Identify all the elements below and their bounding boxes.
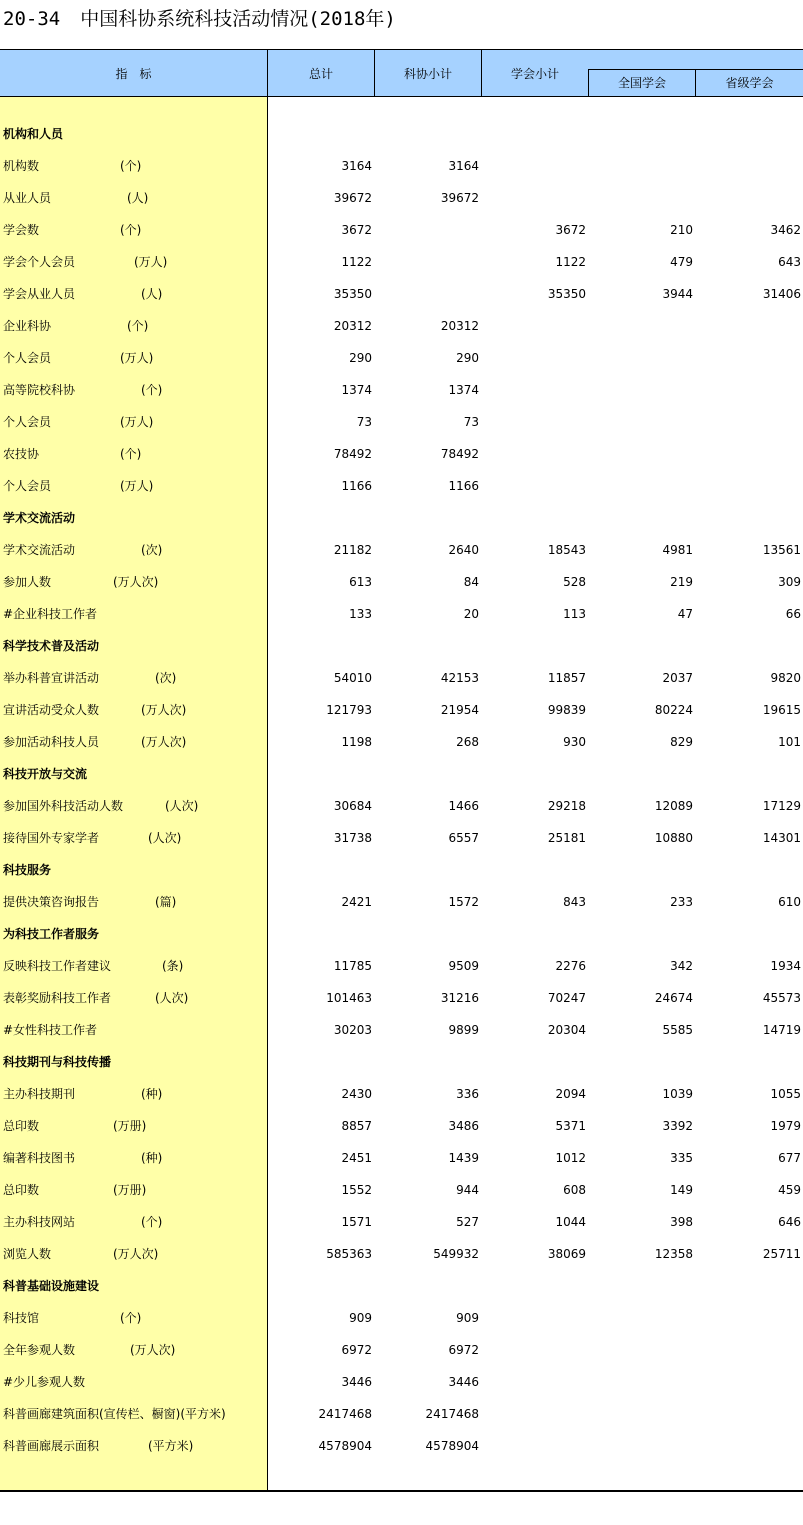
- value-society-subtotal: 11857: [547, 671, 586, 685]
- value-society-subtotal: 5371: [555, 1119, 586, 1133]
- value-society-subtotal: 20304: [547, 1023, 586, 1037]
- table-row: [0, 822, 803, 854]
- section-title: 科技开放与交流: [3, 767, 88, 781]
- value-provincial-society: 66: [785, 607, 801, 621]
- value-national-society: 398: [670, 1215, 693, 1229]
- value-total: 39672: [333, 191, 372, 205]
- indicator-name: 科普画廊建筑面积(宣传栏、橱窗)(平方米): [3, 1407, 226, 1421]
- indicator-name: 农技协: [3, 447, 40, 461]
- section-title: 科学技术普及活动: [3, 639, 100, 653]
- value-provincial-society: 25711: [762, 1247, 801, 1261]
- value-cast-subtotal: 1572: [448, 895, 479, 909]
- value-cast-subtotal: 4578904: [425, 1439, 479, 1453]
- value-national-society: 1039: [662, 1087, 693, 1101]
- value-cast-subtotal: 1166: [448, 479, 479, 493]
- indicator-name: 学会数: [3, 223, 40, 237]
- value-total: 11785: [333, 959, 372, 973]
- value-total: 290: [349, 351, 372, 365]
- indicator-name: 宣讲活动受众人数: [3, 703, 100, 717]
- header-divider-national: [588, 69, 589, 97]
- value-total: 21182: [333, 543, 372, 557]
- value-provincial-society: 1979: [770, 1119, 801, 1133]
- value-total: 613: [349, 575, 372, 589]
- value-society-subtotal: 3672: [555, 223, 586, 237]
- value-total: 1374: [341, 383, 372, 397]
- value-provincial-society: 19615: [762, 703, 801, 717]
- header-divider-cast: [481, 50, 482, 97]
- table-row: [0, 246, 803, 278]
- value-total: 1198: [341, 735, 372, 749]
- indicator-name: 全年参观人数: [3, 1343, 76, 1357]
- value-cast-subtotal: 9509: [448, 959, 479, 973]
- section-header-row: [0, 1046, 803, 1078]
- value-cast-subtotal: 6557: [448, 831, 479, 845]
- value-national-society: 12358: [654, 1247, 693, 1261]
- indicator-name: 总印数: [3, 1183, 40, 1197]
- table-row: [0, 982, 803, 1014]
- section-header-row: [0, 118, 803, 150]
- indicator-name: 科技馆: [3, 1311, 40, 1325]
- value-society-subtotal: 70247: [547, 991, 586, 1005]
- value-total: 31738: [333, 831, 372, 845]
- indicator-name: 表彰奖励科技工作者: [3, 991, 112, 1005]
- section-header-row: [0, 630, 803, 662]
- value-cast-subtotal: 20312: [440, 319, 479, 333]
- indicator-unit: (万人): [120, 415, 154, 429]
- value-cast-subtotal: 527: [456, 1215, 479, 1229]
- value-total: 54010: [333, 671, 372, 685]
- value-provincial-society: 3462: [770, 223, 801, 237]
- table-row: [0, 150, 803, 182]
- value-society-subtotal: 608: [563, 1183, 586, 1197]
- value-provincial-society: 9820: [770, 671, 801, 685]
- value-national-society: 149: [670, 1183, 693, 1197]
- indicator-unit: (万册): [113, 1183, 147, 1197]
- value-provincial-society: 610: [778, 895, 801, 909]
- value-society-subtotal: 99839: [547, 703, 586, 717]
- indicator-name: 参加活动科技人员: [3, 735, 100, 749]
- indicator-name: 反映科技工作者建议: [3, 959, 112, 973]
- table-row: [0, 534, 803, 566]
- value-cast-subtotal: 3446: [448, 1375, 479, 1389]
- bottom-rule: [0, 1490, 803, 1492]
- table-title: [3, 4, 396, 34]
- table-row: [0, 1334, 803, 1366]
- value-total: 3164: [341, 159, 372, 173]
- value-national-society: 24674: [654, 991, 693, 1005]
- value-total: 2417468: [318, 1407, 372, 1421]
- header-cast-subtotal: 科协小计: [403, 67, 452, 81]
- value-total: 101463: [326, 991, 372, 1005]
- table-row: [0, 278, 803, 310]
- value-total: 2421: [341, 895, 372, 909]
- value-society-subtotal: 1122: [555, 255, 586, 269]
- table-title-text: 中国科协系统科技活动情况(2018年): [80, 8, 396, 30]
- value-cast-subtotal: 3164: [448, 159, 479, 173]
- table-row: [0, 342, 803, 374]
- table-row: [0, 438, 803, 470]
- indicator-name: 科普画廊展示面积: [3, 1439, 100, 1453]
- indicator-name: 个人会员: [3, 415, 52, 429]
- table-row: [0, 886, 803, 918]
- indicator-unit: (次): [141, 543, 163, 557]
- indicator-unit: (种): [141, 1151, 163, 1165]
- value-national-society: 829: [670, 735, 693, 749]
- indicator-unit: (人次): [165, 799, 199, 813]
- value-cast-subtotal: 3486: [448, 1119, 479, 1133]
- value-provincial-society: 1934: [770, 959, 801, 973]
- section-title: 机构和人员: [3, 127, 64, 141]
- value-cast-subtotal: 268: [456, 735, 479, 749]
- value-total: 1122: [341, 255, 372, 269]
- value-total: 1166: [341, 479, 372, 493]
- section-title: 科普基础设施建设: [3, 1279, 100, 1293]
- value-total: 20312: [333, 319, 372, 333]
- value-cast-subtotal: 290: [456, 351, 479, 365]
- value-provincial-society: 643: [778, 255, 801, 269]
- value-provincial-society: 677: [778, 1151, 801, 1165]
- value-cast-subtotal: 21954: [440, 703, 479, 717]
- value-provincial-society: 14301: [762, 831, 801, 845]
- table-row: [0, 1430, 803, 1462]
- table-row: [0, 1014, 803, 1046]
- indicator-name: 主办科技网站: [3, 1215, 76, 1229]
- indicator-name: 个人会员: [3, 351, 52, 365]
- value-national-society: 210: [670, 223, 693, 237]
- value-provincial-society: 646: [778, 1215, 801, 1229]
- indicator-name: 浏览人数: [3, 1247, 52, 1261]
- indicator-name: 学术交流活动: [3, 543, 76, 557]
- header-society-subtotal: 学会小计: [510, 67, 559, 81]
- table-body: [0, 118, 803, 1462]
- indicator-name: 机构数: [3, 159, 40, 173]
- indicator-name: #少儿参观人数: [3, 1375, 86, 1389]
- value-provincial-society: 309: [778, 575, 801, 589]
- indicator-unit: (条): [162, 959, 184, 973]
- value-society-subtotal: 18543: [547, 543, 586, 557]
- indicator-name: 学会个人会员: [3, 255, 76, 269]
- indicator-unit: (篇): [155, 895, 177, 909]
- indicator-name: 企业科协: [3, 319, 52, 333]
- indicator-name: 举办科普宣讲活动: [3, 671, 100, 685]
- value-national-society: 12089: [654, 799, 693, 813]
- value-cast-subtotal: 84: [463, 575, 479, 589]
- value-society-subtotal: 35350: [547, 287, 586, 301]
- value-total: 1571: [341, 1215, 372, 1229]
- value-national-society: 2037: [662, 671, 693, 685]
- header-total: 总计: [308, 67, 333, 81]
- table-row: [0, 1110, 803, 1142]
- indicator-unit: (万人): [120, 479, 154, 493]
- value-total: 3446: [341, 1375, 372, 1389]
- value-national-society: 47: [677, 607, 693, 621]
- value-provincial-society: 14719: [762, 1023, 801, 1037]
- indicator-unit: (万人次): [113, 1247, 159, 1261]
- indicator-unit: (个): [120, 159, 142, 173]
- section-header-row: [0, 918, 803, 950]
- value-cast-subtotal: 1374: [448, 383, 479, 397]
- value-society-subtotal: 843: [563, 895, 586, 909]
- value-national-society: 10880: [654, 831, 693, 845]
- value-cast-subtotal: 42153: [440, 671, 479, 685]
- value-total: 30203: [333, 1023, 372, 1037]
- value-national-society: 3392: [662, 1119, 693, 1133]
- value-provincial-society: 13561: [762, 543, 801, 557]
- table-row: [0, 470, 803, 502]
- indicator-unit: (个): [127, 319, 149, 333]
- table-row: [0, 950, 803, 982]
- table-row: [0, 1174, 803, 1206]
- indicator-unit: (平方米): [148, 1439, 194, 1453]
- value-provincial-society: 1055: [770, 1087, 801, 1101]
- value-cast-subtotal: 78492: [440, 447, 479, 461]
- indicator-unit: (人): [141, 287, 163, 301]
- indicator-unit: (万人次): [113, 575, 159, 589]
- value-total: 1552: [341, 1183, 372, 1197]
- value-society-subtotal: 113: [563, 607, 586, 621]
- header-divider-provincial: [695, 69, 696, 97]
- table-row: [0, 214, 803, 246]
- table-row: [0, 790, 803, 822]
- value-society-subtotal: 1044: [555, 1215, 586, 1229]
- table-row: [0, 662, 803, 694]
- indicator-name: 编著科技图书: [3, 1151, 76, 1165]
- indicator-unit: (万人次): [141, 703, 187, 717]
- indicator-unit: (种): [141, 1087, 163, 1101]
- table-row: [0, 1302, 803, 1334]
- section-title: 科技期刊与科技传播: [3, 1055, 112, 1069]
- table-row: [0, 182, 803, 214]
- indicator-name: 参加人数: [3, 575, 52, 589]
- value-cast-subtotal: 1466: [448, 799, 479, 813]
- indicator-unit: (个): [120, 223, 142, 237]
- indicator-unit: (个): [141, 1215, 163, 1229]
- indicator-name: 总印数: [3, 1119, 40, 1133]
- indicator-unit: (人): [127, 191, 149, 205]
- indicator-name: 提供决策咨询报告: [3, 895, 100, 909]
- indicator-unit: (万人): [134, 255, 168, 269]
- value-total: 30684: [333, 799, 372, 813]
- value-society-subtotal: 38069: [547, 1247, 586, 1261]
- indicator-unit: (次): [155, 671, 177, 685]
- value-national-society: 233: [670, 895, 693, 909]
- value-cast-subtotal: 2417468: [425, 1407, 479, 1421]
- indicator-name: 参加国外科技活动人数: [3, 799, 124, 813]
- value-provincial-society: 31406: [762, 287, 801, 301]
- value-society-subtotal: 25181: [547, 831, 586, 845]
- indicator-unit: (人次): [155, 991, 189, 1005]
- value-cast-subtotal: 31216: [440, 991, 479, 1005]
- value-provincial-society: 459: [778, 1183, 801, 1197]
- indicator-unit: (万人次): [141, 735, 187, 749]
- value-total: 78492: [333, 447, 372, 461]
- header-subdivider: [589, 69, 803, 70]
- table-row: [0, 374, 803, 406]
- section-title: 学术交流活动: [3, 511, 76, 525]
- indicator-name: #女性科技工作者: [3, 1023, 98, 1037]
- value-cast-subtotal: 336: [456, 1087, 479, 1101]
- value-national-society: 80224: [654, 703, 693, 717]
- table-row: [0, 310, 803, 342]
- value-national-society: 5585: [662, 1023, 693, 1037]
- header-provincial-society: 省级学会: [725, 76, 774, 90]
- value-cast-subtotal: 2640: [448, 543, 479, 557]
- value-total: 2451: [341, 1151, 372, 1165]
- table-row: [0, 1142, 803, 1174]
- value-provincial-society: 101: [778, 735, 801, 749]
- value-total: 909: [349, 1311, 372, 1325]
- value-total: 4578904: [318, 1439, 372, 1453]
- indicator-unit: (万册): [113, 1119, 147, 1133]
- value-total: 8857: [341, 1119, 372, 1133]
- value-cast-subtotal: 73: [463, 415, 479, 429]
- value-cast-subtotal: 20: [463, 607, 479, 621]
- table-number: 20-34: [3, 8, 61, 30]
- header-indicator: 指 标: [115, 67, 152, 81]
- section-header-row: [0, 502, 803, 534]
- section-title: 科技服务: [3, 863, 52, 877]
- indicator-name: 接待国外专家学者: [3, 831, 100, 845]
- value-cast-subtotal: 944: [456, 1183, 479, 1197]
- value-cast-subtotal: 39672: [440, 191, 479, 205]
- indicator-unit: (万人): [120, 351, 154, 365]
- value-total: 2430: [341, 1087, 372, 1101]
- value-national-society: 219: [670, 575, 693, 589]
- table-row: [0, 1238, 803, 1270]
- indicator-unit: (个): [120, 1311, 142, 1325]
- value-national-society: 342: [670, 959, 693, 973]
- value-cast-subtotal: 909: [456, 1311, 479, 1325]
- value-total: 3672: [341, 223, 372, 237]
- table-row: [0, 726, 803, 758]
- table-row: [0, 1398, 803, 1430]
- value-society-subtotal: 1012: [555, 1151, 586, 1165]
- value-provincial-society: 45573: [762, 991, 801, 1005]
- value-society-subtotal: 29218: [547, 799, 586, 813]
- value-cast-subtotal: 6972: [448, 1343, 479, 1357]
- value-society-subtotal: 2276: [555, 959, 586, 973]
- value-total: 585363: [326, 1247, 372, 1261]
- value-total: 121793: [326, 703, 372, 717]
- table-row: [0, 566, 803, 598]
- value-total: 133: [349, 607, 372, 621]
- table-row: [0, 598, 803, 630]
- value-provincial-society: 17129: [762, 799, 801, 813]
- section-header-row: [0, 1270, 803, 1302]
- table-row: [0, 406, 803, 438]
- value-cast-subtotal: 9899: [448, 1023, 479, 1037]
- table-row: [0, 1366, 803, 1398]
- indicator-unit: (人次): [148, 831, 182, 845]
- value-total: 73: [356, 415, 372, 429]
- indicator-name: 高等院校科协: [3, 383, 76, 397]
- value-society-subtotal: 930: [563, 735, 586, 749]
- value-society-subtotal: 528: [563, 575, 586, 589]
- section-header-row: [0, 758, 803, 790]
- indicator-unit: (个): [120, 447, 142, 461]
- value-national-society: 479: [670, 255, 693, 269]
- section-title: 为科技工作者服务: [3, 927, 100, 941]
- section-header-row: [0, 854, 803, 886]
- table-header: [0, 50, 803, 97]
- indicator-name: 从业人员: [3, 191, 52, 205]
- table-row: [0, 694, 803, 726]
- indicator-name: 学会从业人员: [3, 287, 76, 301]
- table-row: [0, 1078, 803, 1110]
- indicator-name: #企业科技工作者: [3, 607, 98, 621]
- indicator-name: 主办科技期刊: [3, 1087, 76, 1101]
- value-society-subtotal: 2094: [555, 1087, 586, 1101]
- value-total: 35350: [333, 287, 372, 301]
- value-cast-subtotal: 549932: [433, 1247, 479, 1261]
- table-row: [0, 1206, 803, 1238]
- header-national-society: 全国学会: [617, 76, 666, 90]
- value-national-society: 3944: [662, 287, 693, 301]
- header-divider-total: [374, 50, 375, 97]
- indicator-unit: (万人次): [130, 1343, 176, 1357]
- indicator-name: 个人会员: [3, 479, 52, 493]
- value-cast-subtotal: 1439: [448, 1151, 479, 1165]
- value-national-society: 335: [670, 1151, 693, 1165]
- value-total: 6972: [341, 1343, 372, 1357]
- indicator-unit: (个): [141, 383, 163, 397]
- value-national-society: 4981: [662, 543, 693, 557]
